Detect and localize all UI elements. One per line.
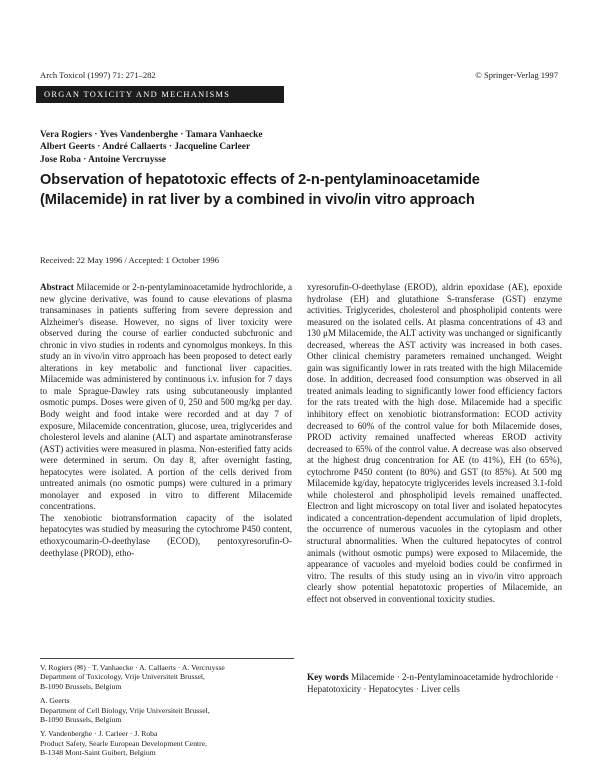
abstract-paragraph-3: xyresorufin-O-deethylase (EROD), aldrin epoxidase (AE), epoxide hydrolase (EH) and glutathione S-transferase (GST) enzyme activities. Triglycerides, cholesterol and phospholipid contents were measured on the isolated cells. At plasma concentrations of 43 and 130 μM Milacemide, the ALT activity was unchanged or significantly decreased, whereas the AST activity was increased in both cases. Other clinical chemistry parameters remained unchanged. Weight gain was significantly lower in rats treated with the high Milacemide dose. In addition, decreased food consumption was observed in all treated animals leading to significantly lower food efficiency factors for the rats treated with the high dose. Milacemide had a specific inhibitory effect on xenobiotic biotransformation: ECOD activity decreased to 60% of the control value for both Milacemide doses, PROD activity remained unaffected whereas EROD activity decreased to 65% of the control value. A decrease was also observed at the highest drug concentration for AE (to 41%), EH (to 65%), cytochrome P450 content (to 80%) and GST (to 85%). At 500 mg Milacemide kg/day, hepatocyte triglycerides levels increased 3.1-fold while cholesterol and phospholipid levels remained unaffected. Electron and light microscopy on total liver and isolated hepatocytes indicated a concentration-dependent accumulation of lipid droplets, the occurrence of numerous vacuoles in the cytoplasm and other structural abnormalities. When the cultured hepatocytes of control animals (without osmotic pumps) were exposed to Milacemide, the appearance of vacuoles and myeloid bodies could be confirmed in vitro. The results of this study using an in vivo/in vitro approach clearly show potential hepatotoxic properties of Milacemide, an effect not observed in conventional toxicity studies. (307, 282, 562, 604)
affiliation-line: Y. Vandenberghe · J. Carleer · J. Roba (40, 729, 158, 739)
abstract-label: Abstract (40, 282, 74, 292)
affiliation-block (40, 663, 294, 691)
affiliation-line: B-1090 Brussels, Belgium (40, 681, 122, 691)
author-line: Vera Rogiers · Yves Vandenberghe · Tamara Vanhaecke (40, 130, 263, 140)
author-line: Albert Geerts · André Callaerts · Jacqueline Carleer (40, 142, 251, 153)
title-line: (Milacemide) in rat liver by a combined in vivo/in vitro approach (40, 192, 475, 208)
section-banner: ORGAN TOXICITY AND MECHANISMS (36, 86, 284, 103)
affiliation-line: Department of Toxicology, Vrije Universiteit Brussel, (40, 672, 205, 682)
copyright-notice: © Springer-Verlag 1997 (475, 70, 558, 80)
affiliation-line: Product Safety, Searle European Development Centre, (40, 738, 208, 748)
affiliation-line: B-1090 Brussels, Belgium (40, 715, 122, 725)
affiliation-line: Department of Cell Biology, Vrije Universiteit Brussel, (40, 705, 210, 715)
abstract-text: Milacemide or 2-n-pentylaminoacetamide hydrochloride, a new glycine derivative, was found to cause elevations of plasma transaminases in patients suffering from severe depression and Alzheimer's disease. However, no signs of liver toxicity were observed during the course of earlier conducted subchronic and chronic in vivo studies in rodents and cynomolgus monkeys. In this study an in vivo/in vitro approach has been proposed to detect early alterations in key metabolic and functional liver capacities. Milacemide was administered by continuous i.v. infusion for 7 days to male Sprague-Dawley rats using subcutaneously implanted osmotic pumps. Doses were given of 0, 250 and 500 mg/kg per day. Body weight and food intake were recorded and at day 7 of exposure, Milacemide concentration, glucose, urea, triglycerides and cholesterol levels and alanine (ALT) and aspartate aminotransferase (AST) activities were measured in plasma. Non-esterified fatty acids were determined in serum. On day 8, after overnight fasting, hepatocytes were isolated. A portion of the cells derived from untreated animals (no osmotic pumps) were cultured in a primary monolayer and exposed in vitro to different Milacemide concentrations. (40, 282, 292, 512)
author-list (40, 129, 460, 166)
affiliation-line: A. Geerts (40, 696, 70, 706)
footnote-divider (40, 658, 294, 659)
article-title (40, 170, 570, 210)
received-dates: Received: 22 May 1996 / Accepted: 1 October 1996 (40, 255, 219, 265)
affiliation-block (40, 729, 294, 757)
abstract-column-right (307, 282, 562, 605)
affiliations (40, 663, 294, 763)
title-line: Observation of hepatotoxic effects of 2-n-pentylaminoacetamide (40, 172, 480, 188)
keywords (307, 672, 562, 696)
abstract-column-left (40, 282, 292, 559)
keywords-text: Milacemide · 2-n-Pentylaminoacetamide hydrochloride · Hepatotoxicity · Hepatocytes · Liver cells (307, 672, 559, 694)
author-line: Jose Roba · Antoine Vercruysse (40, 154, 166, 165)
affiliation-block (40, 696, 294, 724)
abstract-paragraph-2: The xenobiotic biotransformation capacity of the isolated hepatocytes was studied by measuring the cytochrome P450 content, ethoxycoumarin-O-deethylase (ECOD), pentoxyresorufin-O-deethylase (PROD), etho- (40, 512, 292, 558)
keywords-label: Key words (307, 672, 349, 682)
affiliation-line: V. Rogiers (✉) · T. Vanhaecke · A. Callaerts · A. Vercruysse (40, 663, 225, 672)
abstract-paragraph-1 (40, 282, 292, 513)
journal-reference: Arch Toxicol (1997) 71: 271–282 (40, 70, 156, 80)
affiliation-line: B-1348 Mont-Saint Guibert, Belgium (40, 748, 156, 758)
